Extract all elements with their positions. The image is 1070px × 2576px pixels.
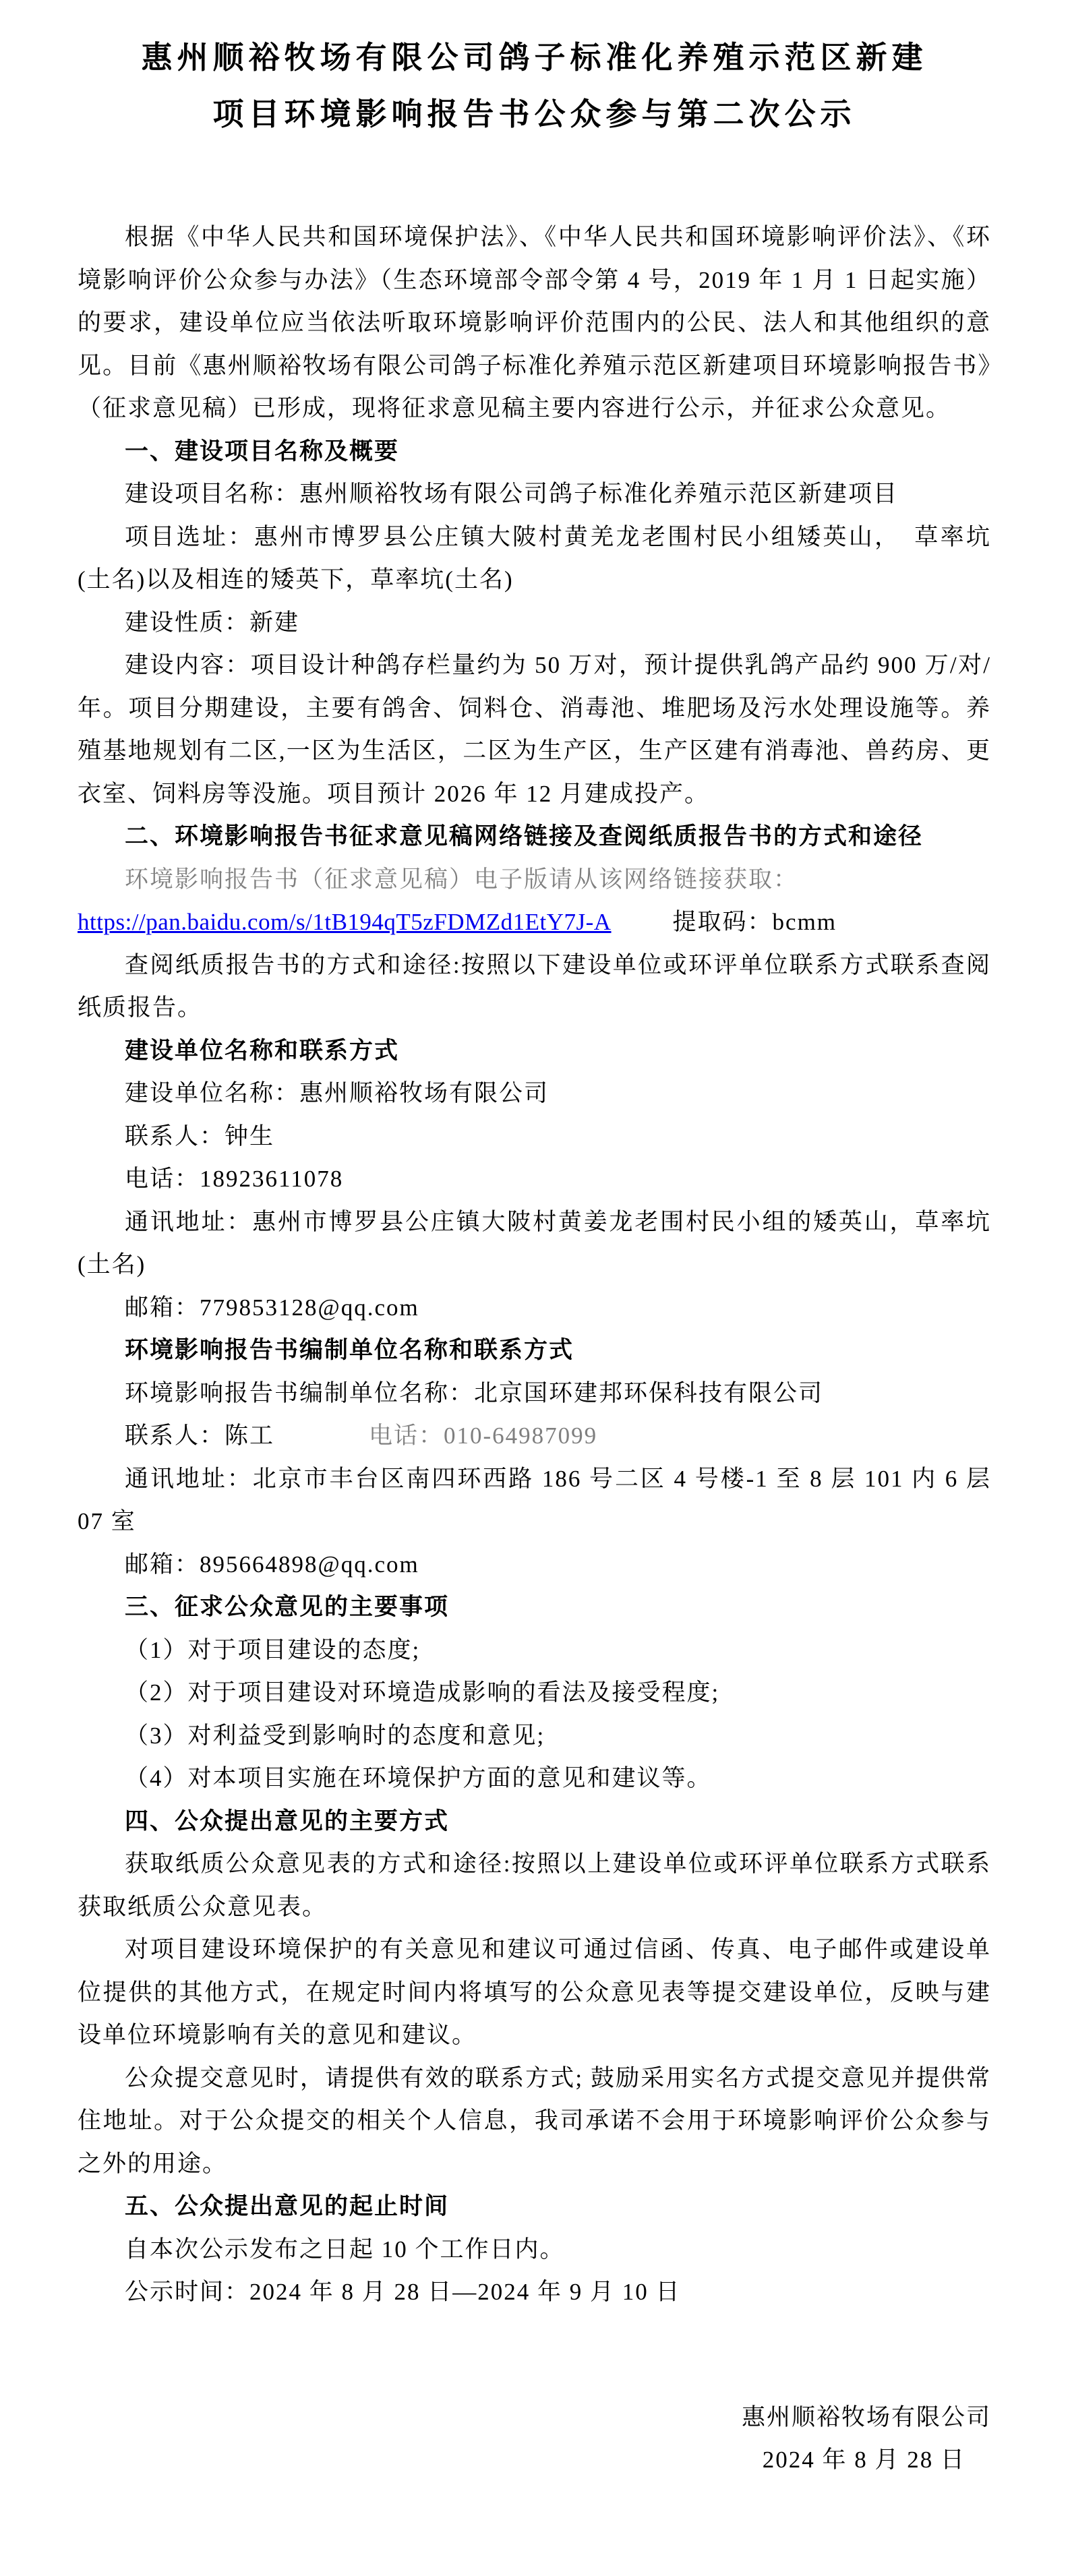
period-paragraph: 公示时间：2024 年 8 月 28 日—2024 年 9 月 10 日 <box>125 2279 681 2305</box>
get-form-paragraph: 获取纸质公众意见表的方式和途径:按照以上建设单位或环评单位联系方式联系获取纸质公众意见表。 <box>78 1851 991 1920</box>
section-heading-5: 五、公众提出意见的起止时间 <box>125 2193 450 2219</box>
eia-phone: 电话：010-64987099 <box>369 1422 598 1449</box>
page-title-line-2: 项目环境影响报告书公众参与第二次公示 <box>212 97 856 131</box>
section-heading-2: 二、环境影响报告书征求意见稿网络链接及查阅纸质报告书的方式和途径 <box>125 823 924 849</box>
builder-phone: 电话：18923611078 <box>125 1166 344 1192</box>
eia-contact-line <box>78 1414 991 1458</box>
builder-contact-person: 联系人：钟生 <box>125 1122 275 1149</box>
baidu-pan-link[interactable]: https://pan.baidu.com/s/1tB194qT5zFDMZd1EtY7J-A <box>78 909 612 935</box>
builder-name-paragraph: 建设单位名称：惠州顺裕牧场有限公司 <box>125 1080 549 1106</box>
opinion-item-2: （2）对于项目建设对环境造成影响的看法及接受程度; <box>125 1679 720 1706</box>
eia-unit-heading: 环境影响报告书编制单位名称和联系方式 <box>125 1337 574 1363</box>
project-nature-paragraph: 建设性质：新建 <box>125 609 300 636</box>
submit-way-paragraph: 对项目建设环境保护的有关意见和建议可通过信函、传真、电子邮件或建设单位提供的其他方式，在规定时间内将填写的公众意见表等提交建设单位，反映与建设单位环境影响有关的意见和建议。 <box>78 1936 991 2048</box>
project-scope-paragraph: 建设内容：项目设计种鸽存栏量约为 50 万对，预计提供乳鸽产品约 900 万/对/年。项目分期建设，主要有鸽舍、饲料仓、消毒池、堆肥场及污水处理设施等。养殖基地规划有二区,一区为生活区，二区为生产区，生产区建有消毒池、兽药房、更衣室、饲料房等没施。项目预计 2026 年 12 月建成投产。 <box>78 652 991 807</box>
section-heading-3: 三、征求公众意见的主要事项 <box>125 1594 450 1620</box>
builder-email: 邮箱：779853128@qq.com <box>125 1294 419 1321</box>
intro-paragraph: 根据《中华人民共和国环境保护法》、《中华人民共和国环境影响评价法》、《环境影响评价公众参与办法》（生态环境部令部令第 4 号，2019 年 1 月 1 日起实施）的要求，建设单位应当依法听取环境影响评价范围内的公民、法人和其他组织的意见。目前《惠州顺裕牧场有限公司鸽子标准化养殖示范区新建项目环境影响报告书》（征求意见稿）已形成，现将征求意见稿主要内容进行公示，并征求公众意见。 <box>78 224 991 421</box>
builder-address: 通讯地址：惠州市博罗县公庄镇大陂村黄姜龙老围村民小组的矮英山，草率坑(土名) <box>78 1208 991 1278</box>
eia-unit-name: 环境影响报告书编制单位名称：北京国环建邦环保科技有限公司 <box>125 1379 824 1406</box>
privacy-paragraph: 公众提交意见时，请提供有效的联系方式; 鼓励采用实名方式提交意见并提供常住地址。对于公众提交的相关个人信息，我司承诺不会用于环境影响评价公众参与之外的用途。 <box>78 2064 991 2177</box>
link-intro-paragraph: 环境影响报告书（征求意见稿）电子版请从该网络链接获取： <box>125 866 799 893</box>
opinion-item-1: （1）对于项目建设的态度; <box>125 1636 421 1663</box>
section-heading-4: 四、公众提出意见的主要方式 <box>125 1807 450 1834</box>
eia-email: 邮箱：895664898@qq.com <box>125 1551 419 1578</box>
page-title-line-1: 惠州顺裕牧场有限公司鸽子标准化养殖示范区新建 <box>141 40 928 75</box>
eia-address: 通讯地址：北京市丰台区南四环西路 186 号二区 4 号楼-1 至 8 层 101 内 6 层 07 室 <box>78 1465 991 1534</box>
project-site-paragraph: 项目选址：惠州市博罗县公庄镇大陂村黄羌龙老围村民小组矮英山， 草率坑(土名)以及相连的矮英下，草率坑(土名) <box>78 523 991 593</box>
signature-block <box>78 2396 991 2482</box>
signature-company: 惠州顺裕牧场有限公司 <box>741 2403 991 2430</box>
opinion-item-4: （4）对本项目实施在环境保护方面的意见和建议等。 <box>125 1765 712 1791</box>
builder-contact-heading: 建设单位名称和联系方式 <box>125 1037 400 1064</box>
signature-date: 2024 年 8 月 28 日 <box>762 2447 965 2473</box>
project-name-paragraph: 建设项目名称：惠州顺裕牧场有限公司鸽子标准化养殖示范区新建项目 <box>125 481 899 507</box>
report-link-line <box>78 901 991 944</box>
paper-view-paragraph: 查阅纸质报告书的方式和途径:按照以下建设单位或环评单位联系方式联系查阅纸质报告。 <box>78 951 991 1021</box>
duration-paragraph: 自本次公示发布之日起 10 个工作日内。 <box>125 2236 565 2263</box>
extraction-code: 提取码：bcmm <box>672 909 837 935</box>
page-title <box>78 30 991 143</box>
opinion-item-3: （3）对利益受到影响时的态度和意见; <box>125 1722 545 1749</box>
section-heading-1: 一、建设项目名称及概要 <box>125 438 400 465</box>
eia-contact-person: 联系人：陈工 <box>125 1422 275 1449</box>
